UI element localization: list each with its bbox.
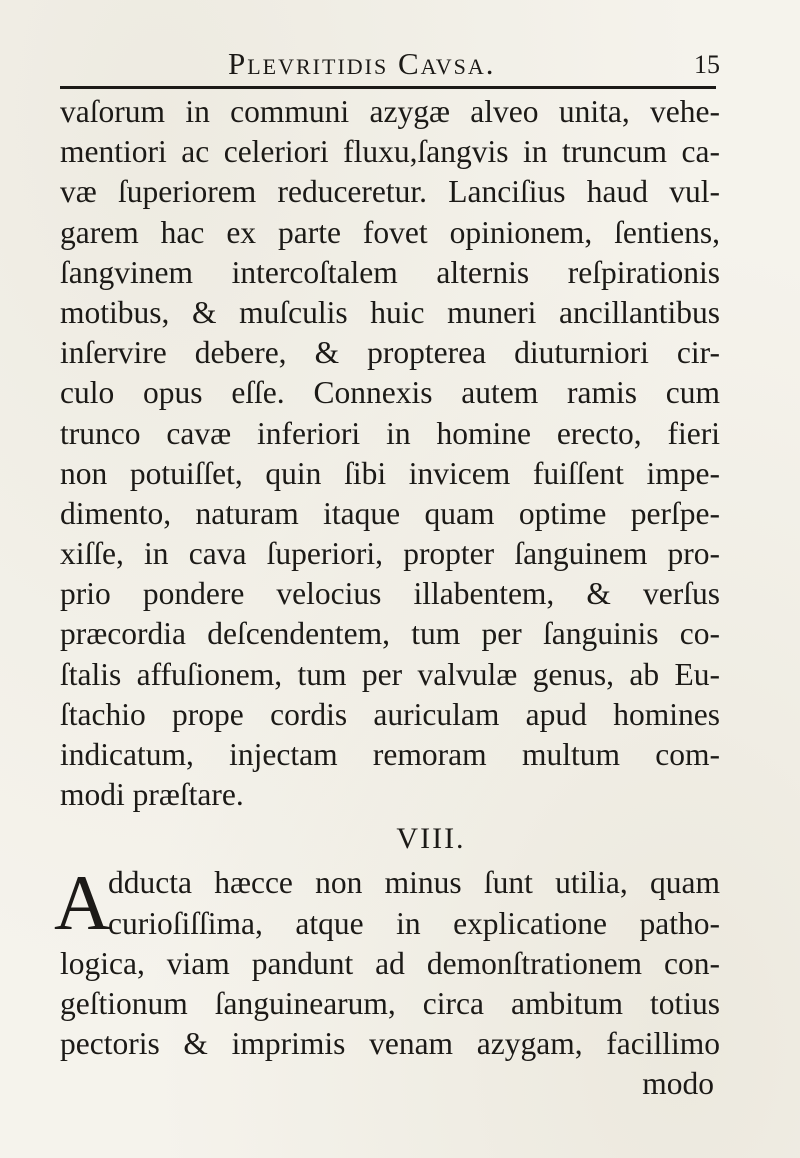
text-line: indicatum, injectam remoram multum com- (60, 737, 720, 772)
drop-cap: A (54, 859, 111, 947)
text-line: væ ſuperiorem reduceretur. Lanciſius haud vul- (60, 174, 720, 210)
text-line: curioſiſſima, atque in explicatione patho- (108, 905, 720, 941)
text-line: inſervire debere, & propterea diuturniori cir- (60, 335, 720, 371)
text-line: xiſſe, in cava ſuperiori, propter ſanguinem pro- (60, 536, 720, 572)
text-line: præcordia deſcendentem, tum per ſanguinis co- (60, 616, 720, 652)
text-line: trunco cavæ inferiori in homine erecto, fieri (60, 415, 720, 451)
text-line: culo opus eſſe. Connexis autem ramis cum (60, 375, 720, 411)
running-title: Plevritidis Cavsa. (228, 46, 496, 81)
body-text (54, 92, 720, 1105)
text-line: pectoris & imprimis venam azygam, facillimo (60, 1026, 720, 1062)
section-eight (54, 859, 720, 1104)
text-line: garem hac ex parte fovet opinionem, ſentiens, (60, 214, 720, 250)
text-line: modi præſtare. (60, 777, 244, 813)
text-line: motibus, & muſculis huic muneri ancillantibus (60, 294, 720, 330)
section-number: VIII. (396, 822, 466, 856)
catchword: modo (642, 1066, 714, 1102)
page-header (60, 40, 720, 82)
header-rule (60, 86, 716, 89)
text-line: geſtionum ſanguinearum, circa ambitum totius (60, 985, 720, 1021)
text-line: mentiori ac celeriori fluxu,ſangvis in truncum ca- (60, 134, 720, 170)
text-line: prio pondere velocius illabentem, & verſus (60, 576, 720, 612)
text-line: vaſorum in communi azygæ alveo unita, vehe- (60, 94, 720, 129)
text-line: dducta hæcce non minus ſunt utilia, quam (108, 865, 720, 901)
text-line: ſtalis affuſionem, tum per valvulæ genus, ab Eu- (60, 656, 720, 692)
text-line: ſangvinem intercoſtalem alternis reſpirationis (60, 254, 720, 290)
page-number: 15 (694, 50, 720, 79)
text-line: logica, viam pandunt ad demonſtrationem con- (60, 945, 720, 981)
text-line: non potuiſſet, quin ſibi invicem fuiſſent impe- (60, 455, 720, 491)
text-line: ſtachio prope cordis auriculam apud homines (60, 696, 720, 732)
text-line: dimento, naturam itaque quam optime perſpe- (60, 495, 720, 531)
